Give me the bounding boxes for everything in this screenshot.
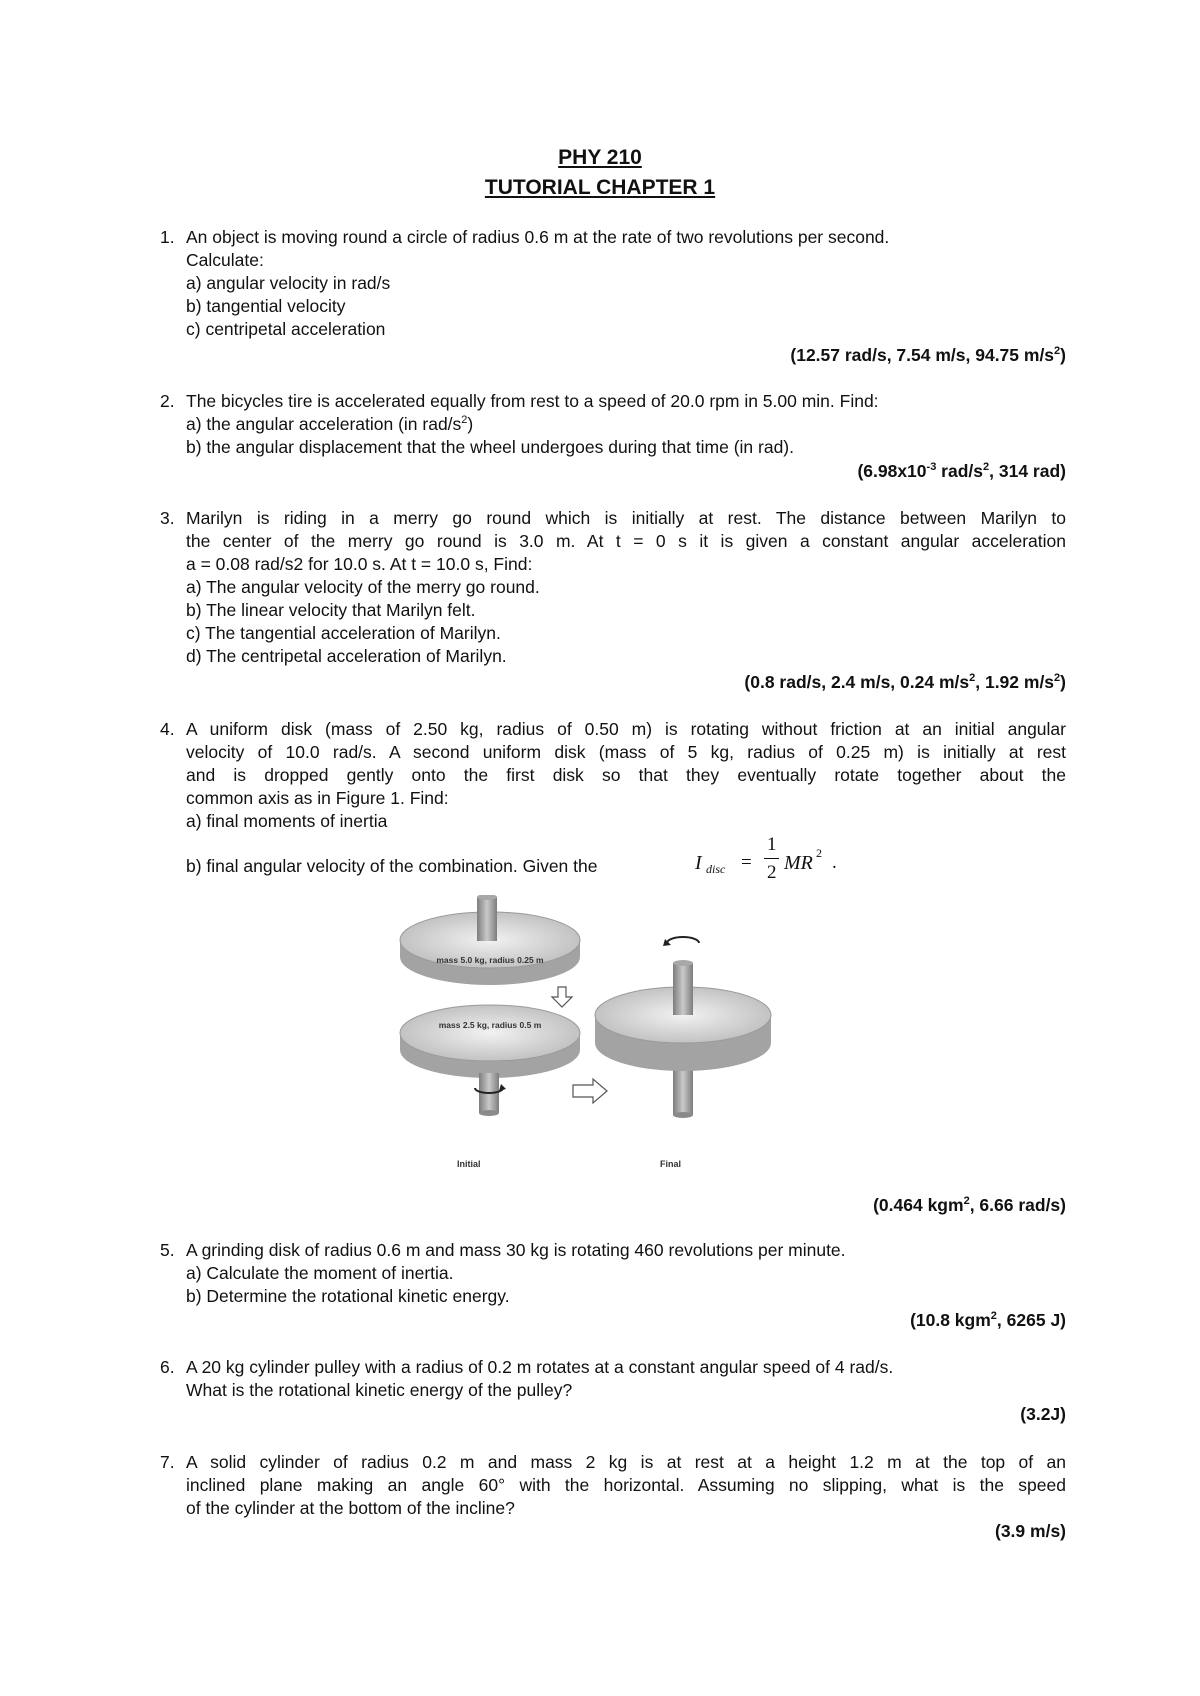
question-text: Calculate: [186,250,264,270]
question-text: What is the rotational kinetic energy of the pulley? [186,1380,573,1400]
question-number: 7. [160,1452,175,1472]
question-text: the center of the merry go round is 3.0 m. At t = 0 s it is given a constant angular acceleration [186,531,1066,551]
sub-question: c) The tangential acceleration of Marilyn. [186,623,501,643]
sub-question: a) The angular velocity of the merry go round. [186,577,540,597]
question-text: A 20 kg cylinder pulley with a radius of 0.2 m rotates at a constant angular speed of 4 rad/s. [186,1357,894,1377]
question-number: 6. [160,1357,175,1377]
sub-question: b) final angular velocity of the combination. Given the [186,856,598,876]
chapter-title: TUTORIAL CHAPTER 1 [484,176,716,199]
question-text: and is dropped gently onto the first disk so that they eventually rotate together about the [186,765,1066,785]
sub-question: c) centripetal acceleration [186,319,386,339]
question-number: 4. [160,719,175,739]
sub-question: b) the angular displacement that the wheel undergoes during that time (in rad). [186,437,794,457]
answer-7: (3.9 m/s) [995,1521,1066,1541]
sub-question: a) final moments of inertia [186,811,388,831]
initial-label: Initial [457,1159,481,1169]
bottom-disk-label: mass 2.5 kg, radius 0.5 m [438,1020,542,1030]
question-number: 1. [160,227,175,247]
sub-question: a) angular velocity in rad/s [186,273,391,293]
bottom-disk [400,1005,580,1116]
figure-1-rotating-disks [395,895,785,1175]
final-rotation-arrow-icon [667,937,699,943]
rotation-arrow-head-icon [499,1084,506,1091]
document-page: PHY 210 TUTORIAL CHAPTER 1 1. An object is moving round a circle of radius 0.6 m at the rate of two revolutions per second. Calculate: a) angular velocity in rad/s b) tangential velocity c) centripetal acceleration (12.57 rad/s, 7.54 m/s, 94.75 $m/s^2$) 2. The bicycles tire is accelerated equally from rest to a speed of 20.0 rpm in 5.00 min. Find: a) the angular acceleration (in rad/$s^2$) b) the angular displacement that the wheel undergoes during that time (in rad). ($6.98x10^{-3}$ rad/$s^2$, 314 rad) 3. Marilyn is riding in a merry go round which is initially at rest. The distance between Marilyn to the center of the merry go round is 3.0 m. At t = 0 s it is given a constant angular acceleration a = 0.08 rad/s2 for 10.0 s. At t = 10.0 s, Find: a) The angular velocity of the merry go round. b) The linear velocity that Marilyn felt. c) The tangential acceleration of Marilyn. d) The centripetal acceleration of Marilyn. (0.8 rad/s, 2.4 m/s, 0.24 $m/s^2$, 1.92 $m/s^2$) 4. A uniform disk (mass of 2.50 kg, radius of 0.50 m) is rotating without friction at an initial angular velocity of 10.0 rad/s. A second uniform disk (mass of 5 kg, radius of 0.25 m) is initially at rest and is dropped gently onto the first disk so that they eventually rotate together about the common axis as in Figure 1. Find: a) final moments of inertia b) final angular velocity of the combination. Given the I disc = 1 2 MR 2 . mass 5.0 kg, radius 0.25 m mass 2.5 kg, radius 0.5 m Initial Final (0.464 kgm$^2$, 6.66 rad/s) 5. A grinding disk of radius 0.6 m and mass 30 kg is rotating 460 revolutions per minute. a) Calculate the moment of inertia. b) Determine the rotational kinetic energy. (10.8 kgm$^2$, 6265 J) 6. A 20 kg cylinder pulley with a radius of 0.2 m rotates at a constant angular speed of 4 rad/s. What is the rotational kinetic energy of the pulley? (3.2J) 7. A solid cylinder of radius 0.2 m and mass 2 kg is at rest at a height 1.2 m at the top of an inclined plane making an angle 60° with the horizontal. Assuming no slipping, what is the speed of the cylinder at the bottom of the incline? (3.9 m/s) [0,0,1200,1696]
question-7 [160,1451,1066,1520]
question-number: 5. [160,1240,175,1260]
answer-2: ($6.98x10^{-3}$ rad/$s^2$, 314 rad) [857,461,1066,481]
question-text: inclined plane making an angle 60° with the horizontal. Assuming no slipping, what is the speed [186,1475,1066,1495]
question-text: A grinding disk of radius 0.6 m and mass 30 kg is rotating 460 revolutions per minute. [186,1240,846,1260]
question-text: of the cylinder at the bottom of the incline? [186,1498,515,1518]
question-number: 2. [160,391,175,411]
question-2 [160,390,1066,459]
question-text: a = 0.08 rad/s2 for 10.0 s. At t = 10.0 s, Find: [186,554,533,574]
right-arrow-icon [573,1079,607,1103]
answer-5: (10.8 kgm$^2$, 6265 J) [910,1310,1066,1330]
top-disk [400,895,580,985]
question-text: velocity of 10.0 rad/s. A second uniform disk (mass of 5 kg, radius of 0.25 m) is initially at rest [186,742,1066,762]
question-text: A uniform disk (mass of 2.50 kg, radius of 0.50 m) is rotating without friction at an initial angular [186,719,1066,739]
answer-4: (0.464 kgm$^2$, 6.66 rad/s) [873,1195,1066,1215]
question-4 [160,718,1066,833]
question-6 [160,1356,1066,1402]
sub-question: d) The centripetal acceleration of Marilyn. [186,646,507,666]
question-text: Marilyn is riding in a merry go round which is initially at rest. The distance between Marilyn to [186,508,1066,528]
sub-question: b) tangential velocity [186,296,346,316]
question-4-part-b [186,855,1066,878]
sub-question: a) Calculate the moment of inertia. [186,1263,454,1283]
down-arrow-icon [552,987,572,1007]
question-text: The bicycles tire is accelerated equally from rest to a speed of 20.0 rpm in 5.00 min. Find: [186,391,879,411]
combined-disks [595,960,771,1118]
sub-question: a) the angular acceleration (in rad/$s^2$) [186,414,474,434]
top-disk-label: mass 5.0 kg, radius 0.25 m [436,955,544,965]
final-label: Final [660,1159,682,1169]
question-3 [160,507,1066,668]
sub-question: b) The linear velocity that Marilyn felt. [186,600,476,620]
question-1 [160,226,1066,341]
question-text: common axis as in Figure 1. Find: [186,788,449,808]
question-number: 3. [160,508,175,528]
fraction-bar [764,858,779,859]
question-text: An object is moving round a circle of radius 0.6 m at the rate of two revolutions per second. [186,227,890,247]
question-5 [160,1239,1066,1308]
course-title: PHY 210 [558,146,642,169]
answer-3: (0.8 rad/s, 2.4 m/s, 0.24 $m/s^2$, 1.92 $m/s^2$) [744,672,1066,692]
answer-6: (3.2J) [1020,1404,1066,1424]
sub-question: b) Determine the rotational kinetic energy. [186,1286,510,1306]
answer-1: (12.57 rad/s, 7.54 m/s, 94.75 $m/s^2$) [790,345,1066,365]
question-text: A solid cylinder of radius 0.2 m and mass 2 kg is at rest at a height 1.2 m at the top of an [186,1452,1066,1472]
